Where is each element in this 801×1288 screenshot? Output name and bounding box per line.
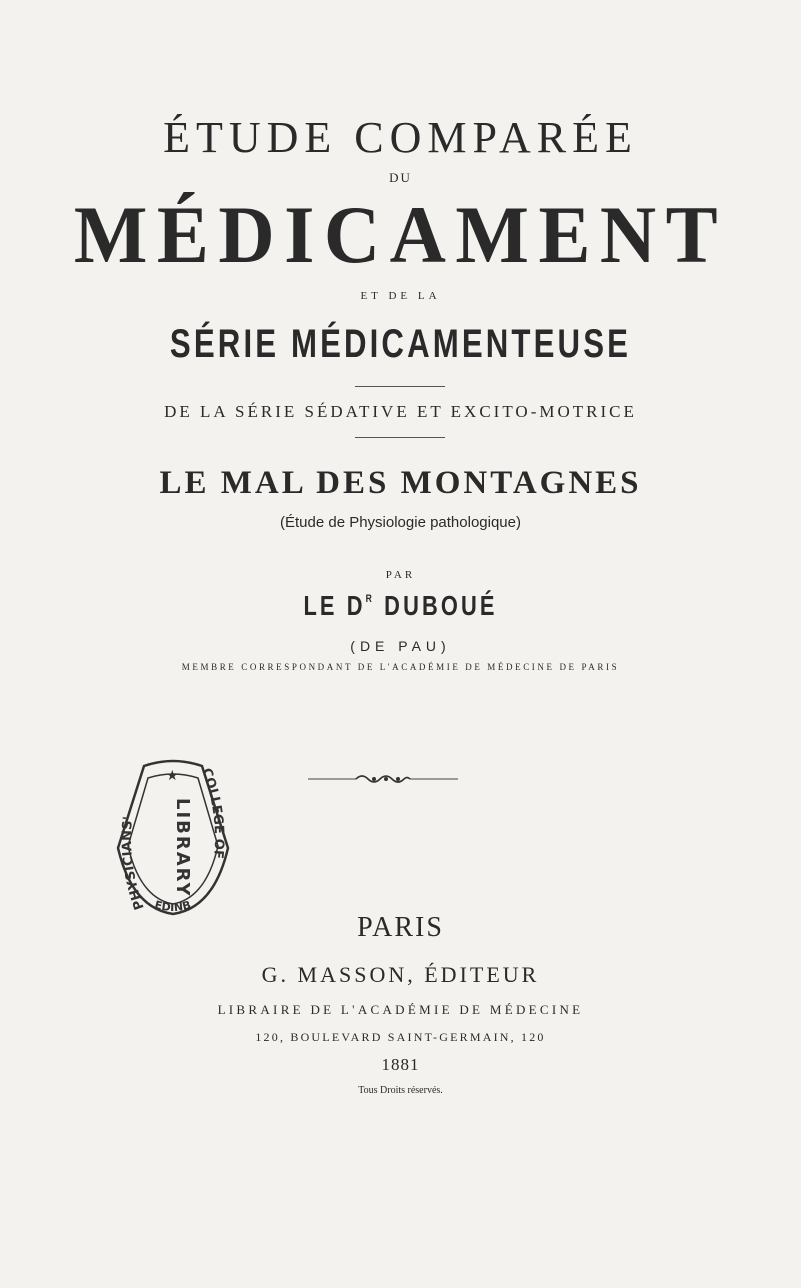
stamp-left-text: PHYSICIANS' [119,815,148,912]
title-line-4: LE MAL DES MONTAGNES [159,465,642,501]
connector-et-de-la: ET DE LA [360,290,441,302]
ornament-dot [384,777,388,781]
author-prefix: LE D [303,590,366,621]
author-affiliation: MEMBRE CORRESPONDANT DE L'ACADÉMIE DE MÉDECINE DE PARIS [181,662,620,672]
subtitle-series: DE LA SÉRIE SÉDATIVE ET EXCITO-MOTRICE [164,402,637,421]
by-label: PAR [385,569,416,581]
ornament-scroll [356,776,410,782]
title-line-3: SÉRIE MÉDICAMENTEUSE [169,322,632,366]
imprint-rights: Tous Droits réservés. [358,1085,443,1096]
stamp-center-text: LIBRARY [172,798,193,898]
title-line-2: MÉDICAMENT [73,189,728,280]
imprint-publisher: G. MASSON, ÉDITEUR [261,962,540,987]
author [88,590,713,622]
library-stamp [114,758,232,918]
imprint-publisher-title: LIBRAIRE DE L'ACADÉMIE DE MÉDECINE [217,1002,584,1017]
author-origin: (DE PAU) [350,638,451,654]
imprint-year: 1881 [381,1055,420,1074]
imprint-city: PARIS [357,912,444,943]
imprint-address: 120, BOULEVARD SAINT-GERMAIN, 120 [255,1030,546,1044]
stamp-right-text: COLLEGE OF [198,766,227,860]
ornament-dot [396,777,400,781]
author-superscript: R [365,593,375,605]
connector-du: DU [389,170,412,185]
stamp-top-star: ★ [166,768,179,784]
stamp-bottom-text: EDINB [153,898,193,915]
author-name: DUBOUÉ [384,590,498,621]
subtitle-study: (Étude de Physiologie pathologique) [279,514,521,531]
title-line-1: ÉTUDE COMPARÉE [163,113,638,162]
ornament-divider [308,773,458,785]
divider-rule [355,386,445,387]
divider-rule [355,437,445,438]
ornament-dot [372,777,376,781]
